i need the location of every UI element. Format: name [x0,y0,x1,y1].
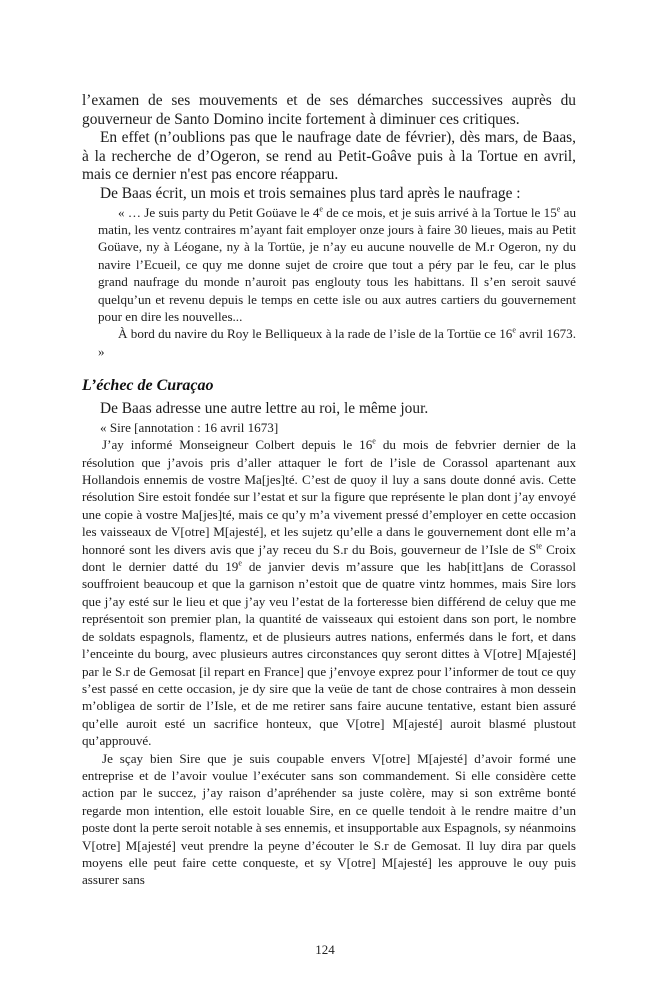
letter-block [82,419,576,889]
abbreviation-superscript: te [536,541,542,551]
letter-salutation: « Sire [annotation : 16 avril 1673] [100,419,279,435]
section-intro: De Baas adresse une autre lettre au roi, le même jour. [100,400,429,418]
paragraph-2: En effet (n’oublions pas que le naufrage date de février), dès mars, de Baas, à la recherche de d’Ogeron, se rend au Petit-Goâve puis à la Tortue en avril, mais ce dernier n'est pas encore réapparu. [82,129,576,184]
quote-text: avril 1673. » [98,326,576,359]
ordinal-superscript: e [238,558,242,568]
quote-text: « … Je suis party du Petit Goüave le 4 [118,204,320,220]
letter-text: du mois de febvrier dernier de la résolution que j’avois pris d’aller attaquer le fort de l’isle de Corassol apartenant aux Hollandois ennemis de vostre Ma[jes]té. C’est de quoy il luy a sans doute donné avis. Cette résolution Sire estoit fondée sur l’estat et sur la figure que représente le plan dont j’ay envoyé une copie à vostre Ma[jes]té, mais ce qu’y m’a vivement pressé d’employer en cette occasion les vaisseaux de V[otre] M[ajesté], et les sujetz qu’elle a dans le gouvernement dont elle m’a honnoré sont les divers avis que j’ay receu du S.r du Bois, gouverneur de l’Isle de S [82,437,576,557]
ordinal-superscript: e [512,326,516,336]
letter-paragraph-1 [82,436,576,749]
letter-text: Croix dont le dernier datté du 19 [82,541,576,575]
quote-text: À bord du navire du Roy le Belliqueux à la rade de l’isle de la Tortüe ce 16 [118,326,513,342]
section-heading: L’échec de Curaçao [82,377,214,395]
quote-paragraph-2 [98,325,576,360]
ordinal-superscript: e [556,204,561,214]
quote-text: de ce mois, et je suis arrivé à la Tortue le 15 [322,204,557,220]
quote-text: au matin, les ventz contraires m’ayant fait employer onze jours à faire 30 lieues, mais au Petit Goüave, ny à Léogane, ny à la Tortüe, je n’ay eu aucune nouvelle de M.r Ogeron, ny du navire l’Ecueil, ce quy me donne sujet de croire que tout a péry par le feu, car le plus grand naufrage du monde n’auroit pas englouty tous les habittans. Il s’en seroit sauvé quelqu’un et revenu depuis le temps en cette isle ou aux autres cartiers du gouvernement pour en dire les nouvelles... [98,204,576,324]
letter-paragraph-2: Je sçay bien Sire que je suis coupable envers V[otre] M[ajesté] d’avoir formé une entreprise et de l’avoir voulue l’exécuter sans son commandement. Si elle considère cette action par le succez, j’ay raison d’apréhender sa juste colère, may si son extrême bonté regarde mon intention, elle estoit louable Sire, en ce quelle tendoit à le rendre maitre d’un poste dont la perte seroit notable à ses ennemis, et insupportable aux Espagnols, sy néanmoins V[otre] M[ajesté] veut prendre la peyne d’écouter le S.r de Gemosat. Il luy dira par quels moyens elle peut faire cette conqueste, et sy V[otre] M[ajesté] les approuve le ouy puis assurer sans [82,750,576,888]
page-number: 124 [315,942,335,957]
body-text [82,92,576,889]
quote-paragraph-1 [98,204,576,326]
paragraph-3: De Baas écrit, un mois et trois semaines plus tard après le naufrage : [100,184,521,202]
quote-block-1 [82,204,576,361]
paragraph-1: l’examen de ses mouvements et de ses démarches successives auprès du gouverneur de Santo Domino incite fortement à diminuer ces critiques. [82,92,576,128]
letter-text: de janvier devis m’assure que les hab[itt]ans de Corassol souffroient beaucoup et que la garnison n’estoit que de quatre vintz hommes, mais Sire lors que j’ay esté sur le lieu et que j’ay veu l’estat de la forteresse bien différend de celuy que me représentoit son premier plan, la quantité de vaisseaux qui estoient dans son port, le nombre de soldats espagnols, flamentz, et de plusieurs autres nations, enfermés dans le fort, et dans l’enceinte du bourg, avec plusieurs autres circonstances quy seront dittes à V[otre] M[ajesté] par le S.r de Gemosat [il repart en France] que j’envoye exprez pour l’informer de tout ce quy s’est passé en cette occasion, je dy sire que la veüe de tant de chose contraires à mon dessein m’obligea de sortir de l’Isle, et de me retirer sans faire aucune tentative, estant bien assuré qu’elle auroit esté un sacrifice honteux, que V[otre] M[ajesté] auroit blasmé plustout qu’approuvé. [82,559,576,749]
letter-text: J’ay informé Monseigneur Colbert depuis le 16 [102,437,373,453]
ordinal-superscript: e [372,436,376,446]
ordinal-superscript: e [319,204,323,214]
